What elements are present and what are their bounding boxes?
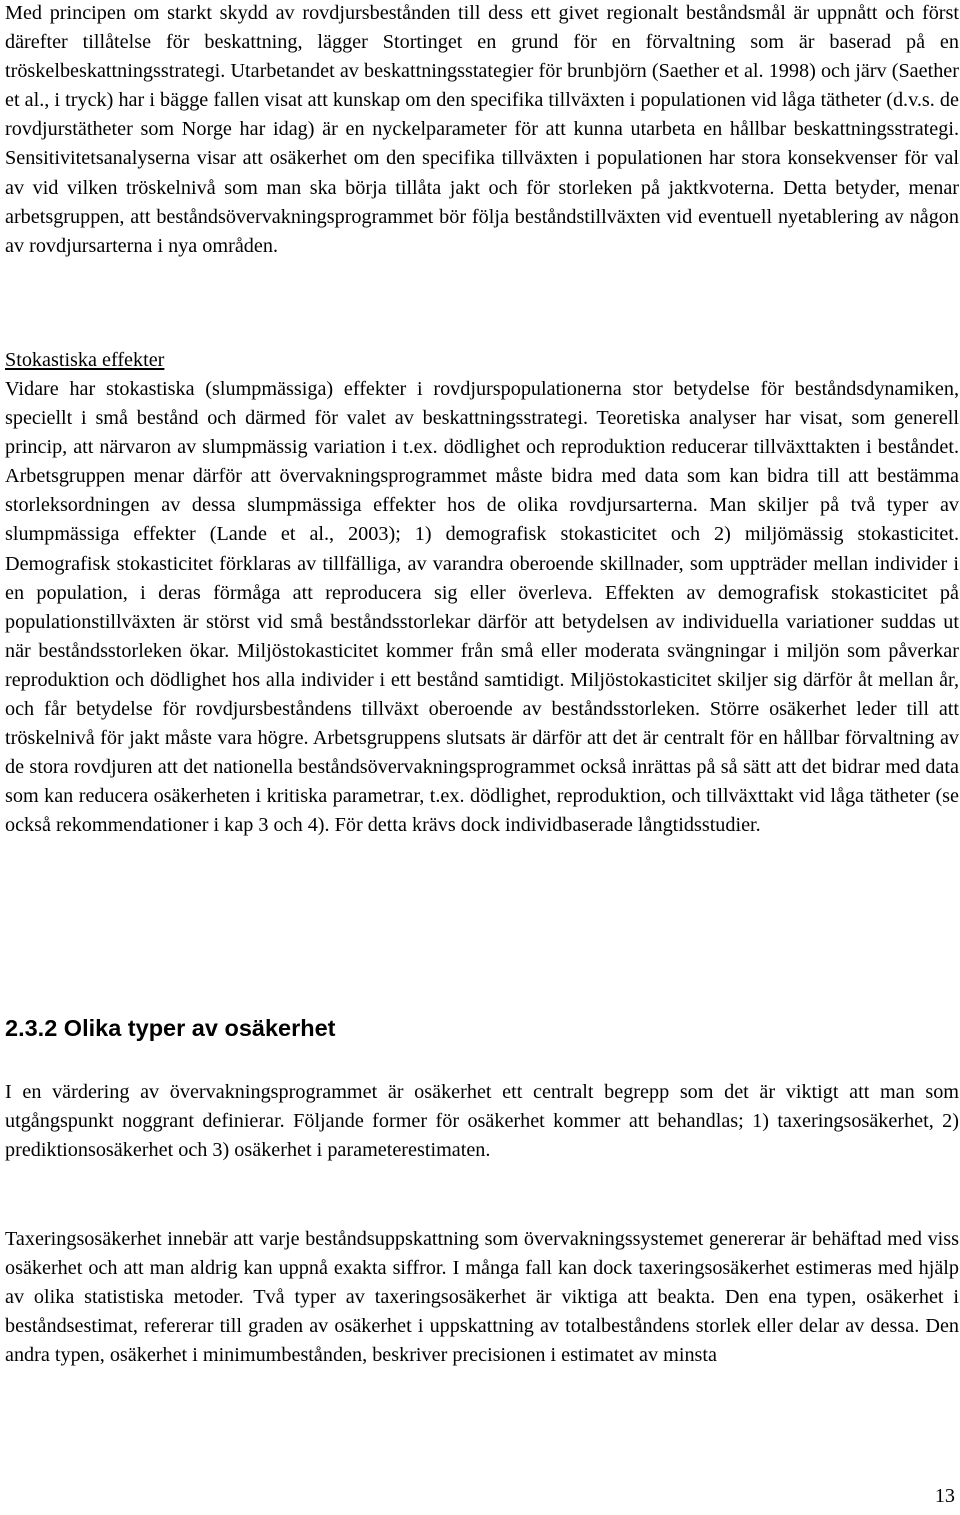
paragraph-taxering: Taxeringsosäkerhet innebär att varje beståndsuppskattning som övervakningssystemet genererar är behäftad med viss osäkerhet och att man aldrig kan uppnå exakta siffror. I många fall kan dock taxeringsosäkerhet estimeras med hjälp av olika statistiska metoder. Två typer av taxeringsosäkerhet är viktiga att beakta. Den ena typen, osäkerhet i beståndsestimat, refererar till graden av osäkerhet i uppskattning av totalbeståndens storlek eller delar av dessa. Den andra typen, osäkerhet i minimumbestånden, beskriver precisionen i estimatet av minsta	[5, 1228, 959, 1367]
subheading-stokastiska-effekter: Stokastiska effekter	[5, 349, 165, 371]
paragraph-intro: Med principen om starkt skydd av rovdjursbestånden till dess ett givet regionalt beståndsmål är uppnått och först därefter tillåtelse för beskattning, lägger Stortinget en grund för en förvaltning som är baserad på en tröskelbeskattningsstrategi. Utarbetandet av beskattningsstategier för brunbjörn (Saether et al. 1998) och järv (Saether et al., i tryck) har i bägge fallen visat att kunskap om den specifika tillväxten i populationen vid låga tätheter (d.v.s. de rovdjurstätheter som Norge har idag) är en nyckelparameter för att kunna utarbeta en hållbar beskattningsstrategi. Sensitivitetsanalyserna visar att osäkerhet om den specifika tillväxten i populationen har stora konsekvenser för val av vid vilken tröskelnivå som man ska börja tillåta jakt och för storleken på jaktkvoterna. Detta betyder, menar arbetsgruppen, att beståndsövervakningsprogrammet bör följa beståndstillväxten vid eventuell nyetablering av någon av rovdjursarterna i nya områden.	[5, 2, 959, 257]
page-number: 13	[934, 1485, 955, 1507]
section-heading: 2.3.2 Olika typer av osäkerhet	[5, 1015, 336, 1041]
paragraph-osakerhet: I en värdering av övervakningsprogrammet är osäkerhet ett centralt begrepp som det är viktigt att man som utgångspunkt noggrant definierar. Följande former för osäkerhet kommer att behandlas; 1) taxeringsosäkerhet, 2) prediktionsosäkerhet och 3) osäkerhet i parameterestimaten.	[5, 1081, 959, 1162]
paragraph-stokastiska: Vidare har stokastiska (slumpmässiga) effekter i rovdjurspopulationerna stor betydelse för beståndsdynamiken, speciellt i små bestånd och därmed för valet av beskattningsstrategi. Teoretiska analyser har visat, som generell princip, att närvaron av slumpmässig variation i t.ex. dödlighet och reproduktion reducerar tillväxttakten i beståndet. Arbetsgruppen menar därför att övervakningsprogrammet måste bidra med data som kan bidra till att bestämma storleksordningen av dessa slumpmässiga effekter hos de olika rovdjursarterna. Man skiljer på två typer av slumpmässiga effekter (Lande et al., 2003); 1) demografisk stokasticitet och 2) miljömässig stokasticitet. Demografisk stokasticitet förklaras av tillfälliga, av varandra oberoende skillnader, som uppträder mellan individer i en population, i deras förmåga att reproducera sig eller överleva. Effekten av demografisk stokasticitet på populationstillväxten är störst vid små beståndsstorlekar därför att betydelsen av individuella variationer suddas ut när beståndsstorleken ökar. Miljöstokasticitet kommer från små eller moderata svängningar i miljön som påverkar reproduktion och dödlighet hos alla individer i ett bestånd samtidigt. Miljöstokasticitet skiljer sig därför åt mellan år, och får betydelse för rovdjursbeståndens tillväxt oberoende av beståndsstorleken. Större osäkerhet leder till att tröskelnivå för jakt måste vara högre. Arbetsgruppens slutsats är därför att det är centralt för en hållbar förvaltning av de stora rovdjuren att det nationella beståndsövervakningsprogrammet också inrättas på så sätt att det bidrar med data som kan reducera osäkerheten i kritiska parametrar, t.ex. dödlighet, reproduktion, och tillväxttakt vid låga tätheter (se också rekommendationer i kap 3 och 4). För detta krävs dock individbaserade långtidsstudier.	[5, 378, 959, 837]
